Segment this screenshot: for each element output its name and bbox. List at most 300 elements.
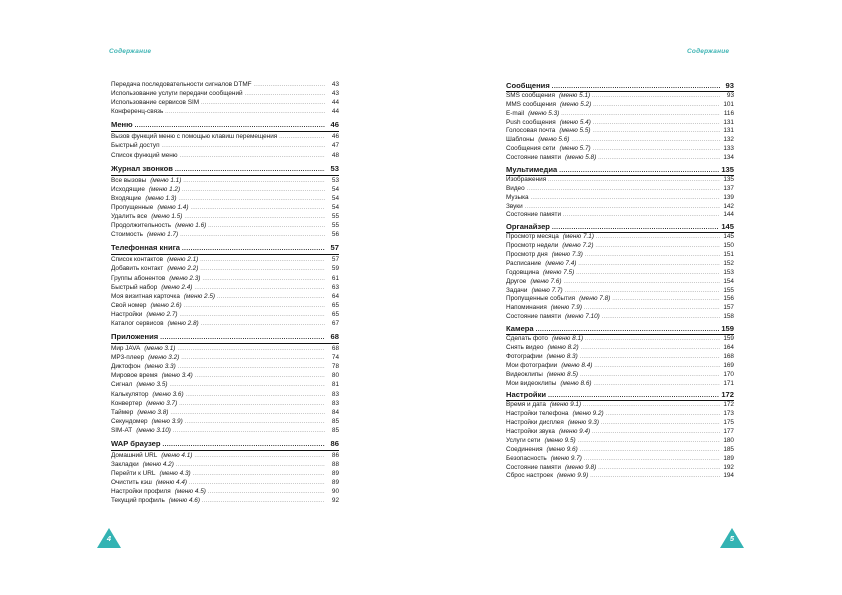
toc-entry[interactable] [111, 185, 339, 194]
entry-page-number: 154 [723, 277, 734, 285]
entry-title: Время и дата [506, 401, 546, 409]
entry-page-number: 172 [721, 390, 734, 400]
dot-leader [563, 211, 720, 220]
entry-page-number: 135 [723, 175, 734, 183]
toc-entry[interactable] [111, 264, 339, 273]
section-title: Журнал звонков [111, 163, 173, 173]
dot-leader [202, 275, 325, 284]
entry-page-number: 81 [331, 381, 339, 389]
entry-title: Свой номер [111, 301, 147, 309]
dot-leader [594, 380, 720, 389]
toc-entry[interactable] [506, 92, 734, 101]
entry-title: Мои фотографии [506, 361, 558, 369]
entry-page-number: 64 [331, 292, 339, 300]
toc-entry[interactable] [111, 344, 339, 353]
entry-page-number: 88 [331, 461, 339, 469]
dot-leader [170, 409, 325, 418]
dot-leader [208, 488, 325, 497]
dot-leader [185, 418, 325, 427]
dot-leader [580, 446, 720, 455]
toc-section-heading[interactable] [506, 391, 734, 401]
entry-page-number: 78 [331, 363, 339, 371]
entry-title: Удалить все [111, 213, 148, 221]
section-title: WAP браузер [111, 439, 161, 448]
dot-leader [135, 120, 325, 132]
toc-entry[interactable] [506, 233, 734, 242]
entry-page-number: 101 [723, 100, 734, 108]
dot-leader [595, 242, 720, 251]
entry-title: Очистить кэш [111, 479, 152, 487]
entry-page-number: 47 [331, 142, 339, 150]
toc-entry[interactable] [111, 107, 339, 116]
toc-entry[interactable] [506, 251, 734, 260]
entry-title: SIM-AT [111, 426, 133, 434]
toc-entry[interactable] [111, 353, 339, 362]
entry-page-number: 173 [723, 410, 734, 418]
entry-title: Настройки звука [506, 427, 555, 435]
dot-leader [590, 472, 720, 481]
entry-page-number: 68 [331, 345, 339, 353]
entry-menu-ref: (меню 4.3) [159, 470, 191, 478]
entry-page-number: 164 [723, 343, 734, 351]
entry-menu-ref: (меню 1.3) [145, 194, 177, 202]
entry-page-number: 43 [331, 81, 339, 88]
entry-page-number: 93 [725, 81, 734, 90]
dot-leader [583, 401, 720, 410]
toc-entry[interactable] [111, 362, 339, 371]
toc-entry[interactable] [111, 408, 339, 417]
toc-section-heading[interactable] [506, 82, 734, 92]
toc-entry[interactable] [506, 269, 734, 278]
entry-title: Push сообщения [506, 118, 556, 126]
toc-entry[interactable] [111, 98, 339, 107]
dot-leader [184, 302, 325, 311]
entry-page-number: 156 [723, 295, 734, 303]
toc-entry[interactable] [506, 145, 734, 154]
toc-section-heading[interactable] [111, 438, 339, 451]
entry-title: Стоимость [111, 231, 143, 239]
entry-page-number: 132 [723, 136, 734, 144]
entry-page-number: 92 [331, 497, 339, 505]
page-number-badge-left [97, 528, 121, 548]
dot-leader [182, 186, 325, 195]
dot-leader [186, 391, 325, 400]
dot-leader [593, 145, 720, 154]
entry-page-number: 57 [331, 256, 339, 264]
entry-title: Домашний URL [111, 452, 158, 459]
entry-menu-ref: (меню 7.3) [551, 251, 583, 259]
entry-page-number: 180 [723, 436, 734, 444]
dot-leader [552, 83, 720, 92]
toc-entry[interactable] [111, 203, 339, 212]
entry-menu-ref: (меню 1.6) [175, 222, 207, 230]
toc-entry[interactable] [506, 437, 734, 446]
entry-title: Передача последовательности сигналов DTMF [111, 81, 252, 88]
entry-title: Мои видеоклипы [506, 379, 557, 387]
entry-title: Использование сервисов SIM [111, 99, 200, 107]
entry-page-number: 84 [331, 408, 339, 416]
dot-leader [531, 194, 720, 203]
toc-entry[interactable] [111, 283, 339, 292]
dot-leader [279, 133, 325, 142]
entry-title: Безопасность [506, 454, 547, 462]
toc-entry[interactable] [111, 390, 339, 399]
entry-menu-ref: (меню 3.1) [144, 345, 176, 353]
toc-section-heading[interactable] [506, 325, 734, 335]
toc-entry[interactable] [506, 335, 734, 344]
entry-page-number: 157 [723, 304, 734, 312]
toc-entry[interactable] [111, 460, 339, 469]
dot-leader [245, 90, 325, 99]
entry-title: Видео [506, 184, 525, 192]
toc-entry[interactable] [506, 295, 734, 304]
entry-page-number: 145 [723, 233, 734, 241]
dot-leader [217, 293, 325, 302]
toc-entry[interactable] [506, 344, 734, 353]
dot-leader [195, 372, 325, 381]
entry-page-number: 135 [721, 165, 734, 175]
toc-entry[interactable] [506, 110, 734, 119]
entry-menu-ref: (меню 7.8) [579, 295, 611, 303]
section-title: Настройки [506, 390, 547, 400]
entry-title: Состояние памяти [506, 313, 562, 321]
entry-menu-ref: (меню 8.3) [546, 352, 578, 360]
entry-page-number: 85 [331, 417, 339, 425]
dot-leader [175, 164, 325, 176]
entry-title: Задачи [506, 286, 528, 294]
entry-title: Группы абонентов [111, 274, 166, 282]
entry-page-number: 131 [723, 127, 734, 135]
dot-leader [201, 99, 325, 108]
entry-page-number: 89 [331, 470, 339, 478]
entry-title: Пропущенные [111, 203, 154, 211]
entry-title: Пропущенные события [506, 295, 576, 303]
section-title: Меню [111, 120, 133, 130]
toc-entry[interactable] [111, 417, 339, 426]
entry-title: Быстрый набор [111, 283, 158, 291]
entry-menu-ref: (меню 3.3) [144, 363, 176, 371]
toc-section-heading[interactable] [111, 119, 339, 132]
entry-menu-ref: (меню 7.4) [545, 259, 577, 267]
toc-entry[interactable] [111, 132, 339, 141]
dot-leader [576, 269, 720, 278]
entry-title: Закладки [111, 461, 139, 469]
dot-leader [559, 167, 719, 176]
entry-menu-ref: (меню 2.2) [167, 265, 199, 273]
entry-page-number: 155 [723, 286, 734, 294]
entry-page-number: 59 [331, 265, 339, 273]
entry-page-number: 55 [331, 213, 339, 221]
entry-title: Звуки [506, 202, 523, 210]
entry-page-number: 177 [723, 427, 734, 435]
dot-leader [181, 354, 325, 363]
entry-page-number: 153 [723, 268, 734, 276]
entry-page-number: 48 [331, 151, 339, 159]
toc-entry[interactable] [111, 496, 339, 505]
dot-leader [596, 233, 720, 242]
toc-entry[interactable] [111, 451, 339, 460]
dot-leader [564, 278, 721, 287]
dot-leader [602, 313, 720, 322]
toc-entry[interactable] [111, 80, 339, 89]
entry-title: Каталог сервисов [111, 319, 164, 327]
toc-entry[interactable] [111, 399, 339, 408]
entry-page-number: 74 [331, 354, 339, 362]
entry-title: Список функций меню [111, 151, 178, 159]
toc-entry[interactable] [111, 319, 339, 328]
entry-title: Сброс настроек [506, 472, 554, 480]
toc-entry[interactable] [506, 472, 734, 481]
toc-entry[interactable] [506, 119, 734, 128]
toc-entry[interactable] [111, 310, 339, 319]
toc-entry[interactable] [111, 176, 339, 185]
toc-entry[interactable] [506, 446, 734, 455]
entry-page-number: 65 [331, 301, 339, 309]
toc-entry[interactable] [506, 380, 734, 389]
toc-entry[interactable] [111, 255, 339, 264]
dot-leader [180, 152, 325, 161]
toc-entry[interactable] [506, 419, 734, 428]
entry-menu-ref: (меню 2.3) [169, 274, 201, 282]
page-number-badge-right [720, 528, 744, 548]
toc-entry[interactable] [506, 371, 734, 380]
entry-title: Настройки [111, 310, 143, 318]
dot-leader [200, 256, 325, 265]
entry-title: Изображения [506, 175, 547, 183]
dot-leader [208, 222, 325, 231]
entry-page-number: 89 [331, 479, 339, 487]
dot-leader [162, 142, 325, 151]
entry-menu-ref: (меню 2.8) [167, 319, 199, 327]
toc-entry[interactable] [506, 101, 734, 110]
dot-leader [191, 204, 326, 213]
dot-leader [183, 177, 325, 186]
entry-page-number: 86 [330, 439, 339, 448]
entry-page-number: 90 [331, 488, 339, 496]
entry-page-number: 85 [331, 426, 339, 434]
entry-page-number: 168 [723, 352, 734, 360]
entry-menu-ref: (меню 9.7) [550, 454, 582, 462]
entry-menu-ref: (меню 3.7) [146, 399, 178, 407]
toc-entry[interactable] [506, 154, 734, 163]
entry-title: Голосовая почта [506, 127, 556, 135]
entry-menu-ref: (меню 2.5) [183, 292, 216, 300]
entry-page-number: 169 [723, 361, 734, 369]
toc-entry[interactable] [506, 242, 734, 251]
toc-entry[interactable] [506, 194, 734, 203]
dot-leader [565, 287, 720, 296]
dot-leader [585, 335, 720, 344]
entry-title: Сообщения сети [506, 145, 556, 153]
toc-section-heading[interactable] [111, 331, 339, 344]
toc-entry[interactable] [506, 185, 734, 194]
entry-page-number: 54 [331, 185, 339, 193]
toc-entry[interactable] [111, 221, 339, 230]
dot-leader [598, 154, 720, 163]
entry-title: Продолжительность [111, 222, 172, 230]
toc-entry[interactable] [111, 292, 339, 301]
dot-leader [578, 437, 720, 446]
dot-leader [536, 326, 720, 335]
toc-entry[interactable] [111, 380, 339, 389]
toc-entry[interactable] [506, 211, 734, 220]
toc-entry[interactable] [506, 353, 734, 362]
entry-title: Фотографии [506, 352, 543, 360]
entry-title: MP3-плеер [111, 354, 145, 362]
toc-entry[interactable] [111, 469, 339, 478]
dot-leader [182, 243, 325, 255]
entry-title: Соединения [506, 445, 543, 453]
entry-title: Другое [506, 277, 527, 285]
entry-menu-ref: (меню 9.4) [558, 427, 591, 435]
toc-entry[interactable] [506, 278, 734, 287]
entry-menu-ref: (меню 3.8) [137, 408, 169, 416]
entry-title: Состояние памяти [506, 463, 562, 471]
entry-title: E-mail [506, 109, 525, 117]
toc-entry[interactable] [111, 141, 339, 150]
entry-title: Состояние памяти [506, 154, 562, 162]
entry-page-number: 54 [331, 194, 339, 202]
toc-entry[interactable] [506, 176, 734, 185]
entry-page-number: 159 [721, 324, 734, 334]
entry-page-number: 63 [331, 283, 339, 291]
entry-menu-ref: (меню 2.4) [161, 283, 193, 291]
entry-title: Напоминания [506, 304, 547, 312]
entry-menu-ref: (меню 9.9) [557, 472, 589, 480]
toc-section-heading[interactable] [111, 242, 339, 255]
dot-leader [180, 311, 325, 320]
dot-leader [592, 428, 720, 437]
entry-title: Быстрый доступ [111, 142, 160, 150]
dot-leader [200, 265, 325, 274]
entry-title: Список контактов [111, 256, 164, 264]
toc-entry[interactable] [111, 230, 339, 239]
section-title: Сообщения [506, 81, 550, 90]
entry-page-number: 185 [723, 445, 734, 453]
entry-page-number: 65 [331, 310, 339, 318]
section-title: Органайзер [506, 222, 550, 232]
toc-entry[interactable] [111, 194, 339, 203]
section-title: Мультимедиа [506, 165, 558, 175]
entry-menu-ref: (меню 5.8) [565, 154, 597, 162]
dot-leader [584, 304, 720, 313]
section-title: Телефонная книга [111, 243, 180, 253]
entry-menu-ref: (меню 8.6) [560, 379, 592, 387]
toc-section-heading[interactable] [111, 163, 339, 176]
entry-page-number: 46 [331, 133, 339, 141]
toc-entry[interactable] [111, 478, 339, 487]
page-number-left: 4 [106, 534, 112, 543]
dot-leader [527, 185, 720, 194]
toc-entry[interactable] [111, 301, 339, 310]
toc-entry[interactable] [506, 401, 734, 410]
entry-title: Текущий профиль [111, 497, 165, 505]
entry-page-number: 44 [331, 108, 339, 116]
dot-leader [585, 251, 720, 260]
dot-leader [160, 332, 325, 344]
entry-title: Видеоклипы [506, 370, 543, 378]
dot-leader [552, 224, 719, 233]
entry-menu-ref: (меню 7.9) [550, 304, 582, 312]
dot-leader [548, 392, 719, 401]
entry-menu-ref: (меню 7.10) [565, 313, 600, 321]
entry-menu-ref: (меню 5.5) [559, 127, 591, 135]
toc-entry[interactable] [506, 313, 734, 322]
dot-leader [606, 410, 720, 419]
entry-menu-ref: (меню 2.7) [146, 310, 178, 318]
entry-menu-ref: (меню 5.2) [560, 100, 592, 108]
entry-title: Сделать фото [506, 335, 548, 343]
entry-title: Входящие [111, 194, 142, 202]
dot-leader [176, 461, 325, 470]
toc-entry[interactable] [111, 212, 339, 221]
entry-title: Годовщина [506, 268, 540, 276]
toc-entry[interactable] [506, 428, 734, 437]
section-title: Приложения [111, 332, 159, 342]
dot-leader [194, 452, 325, 461]
toc-entry[interactable] [506, 127, 734, 136]
entry-title: Таймер [111, 408, 134, 416]
entry-page-number: 133 [723, 145, 734, 153]
entry-menu-ref: (меню 8.5) [546, 370, 579, 378]
dot-leader [180, 231, 325, 240]
entry-title: Музыка [506, 193, 529, 201]
entry-title: Конференц-связь [111, 108, 164, 116]
toc-entry[interactable] [506, 136, 734, 145]
dot-leader [593, 127, 720, 136]
toc-entry[interactable] [506, 304, 734, 313]
entry-page-number: 43 [331, 90, 339, 98]
toc-entry[interactable] [111, 487, 339, 496]
toc-entry[interactable] [506, 455, 734, 464]
entry-page-number: 189 [723, 454, 734, 462]
toc-entry[interactable] [111, 89, 339, 98]
dot-leader [593, 119, 720, 128]
dot-leader [525, 203, 720, 212]
toc-entry[interactable] [506, 362, 734, 371]
dot-leader [177, 345, 325, 354]
entry-title: Вызов функций меню с помощью клавиш перемещения [111, 133, 278, 141]
entry-title: Добавить контакт [111, 265, 164, 273]
entry-page-number: 67 [331, 319, 339, 327]
entry-menu-ref: (меню 4.4) [155, 479, 188, 487]
toc-entry[interactable] [506, 260, 734, 269]
entry-title: Исходящие [111, 185, 145, 193]
entry-menu-ref: (меню 3.6) [152, 390, 184, 398]
entry-page-number: 194 [723, 472, 734, 480]
toc-section-heading[interactable] [506, 223, 734, 233]
dot-leader [593, 101, 720, 110]
entry-page-number: 142 [723, 202, 734, 210]
entry-menu-ref: (меню 5.4) [559, 118, 591, 126]
toc-entry[interactable] [111, 274, 339, 283]
dot-leader [201, 320, 325, 329]
entry-menu-ref: (меню 9.6) [546, 445, 578, 453]
entry-page-number: 159 [723, 335, 734, 343]
dot-leader [165, 108, 325, 117]
toc-entry[interactable] [111, 371, 339, 380]
toc-entry[interactable] [111, 151, 339, 160]
entry-title: Все вызовы [111, 176, 147, 184]
toc-section-heading[interactable] [506, 166, 734, 176]
entry-title: Диктофон [111, 363, 141, 371]
entry-page-number: 53 [330, 163, 339, 173]
entry-menu-ref: (меню 3.10) [136, 426, 171, 434]
toc-entry[interactable] [506, 203, 734, 212]
toc-entry[interactable] [111, 426, 339, 435]
toc-entry[interactable] [506, 410, 734, 419]
entry-menu-ref: (меню 7.1) [562, 233, 594, 241]
